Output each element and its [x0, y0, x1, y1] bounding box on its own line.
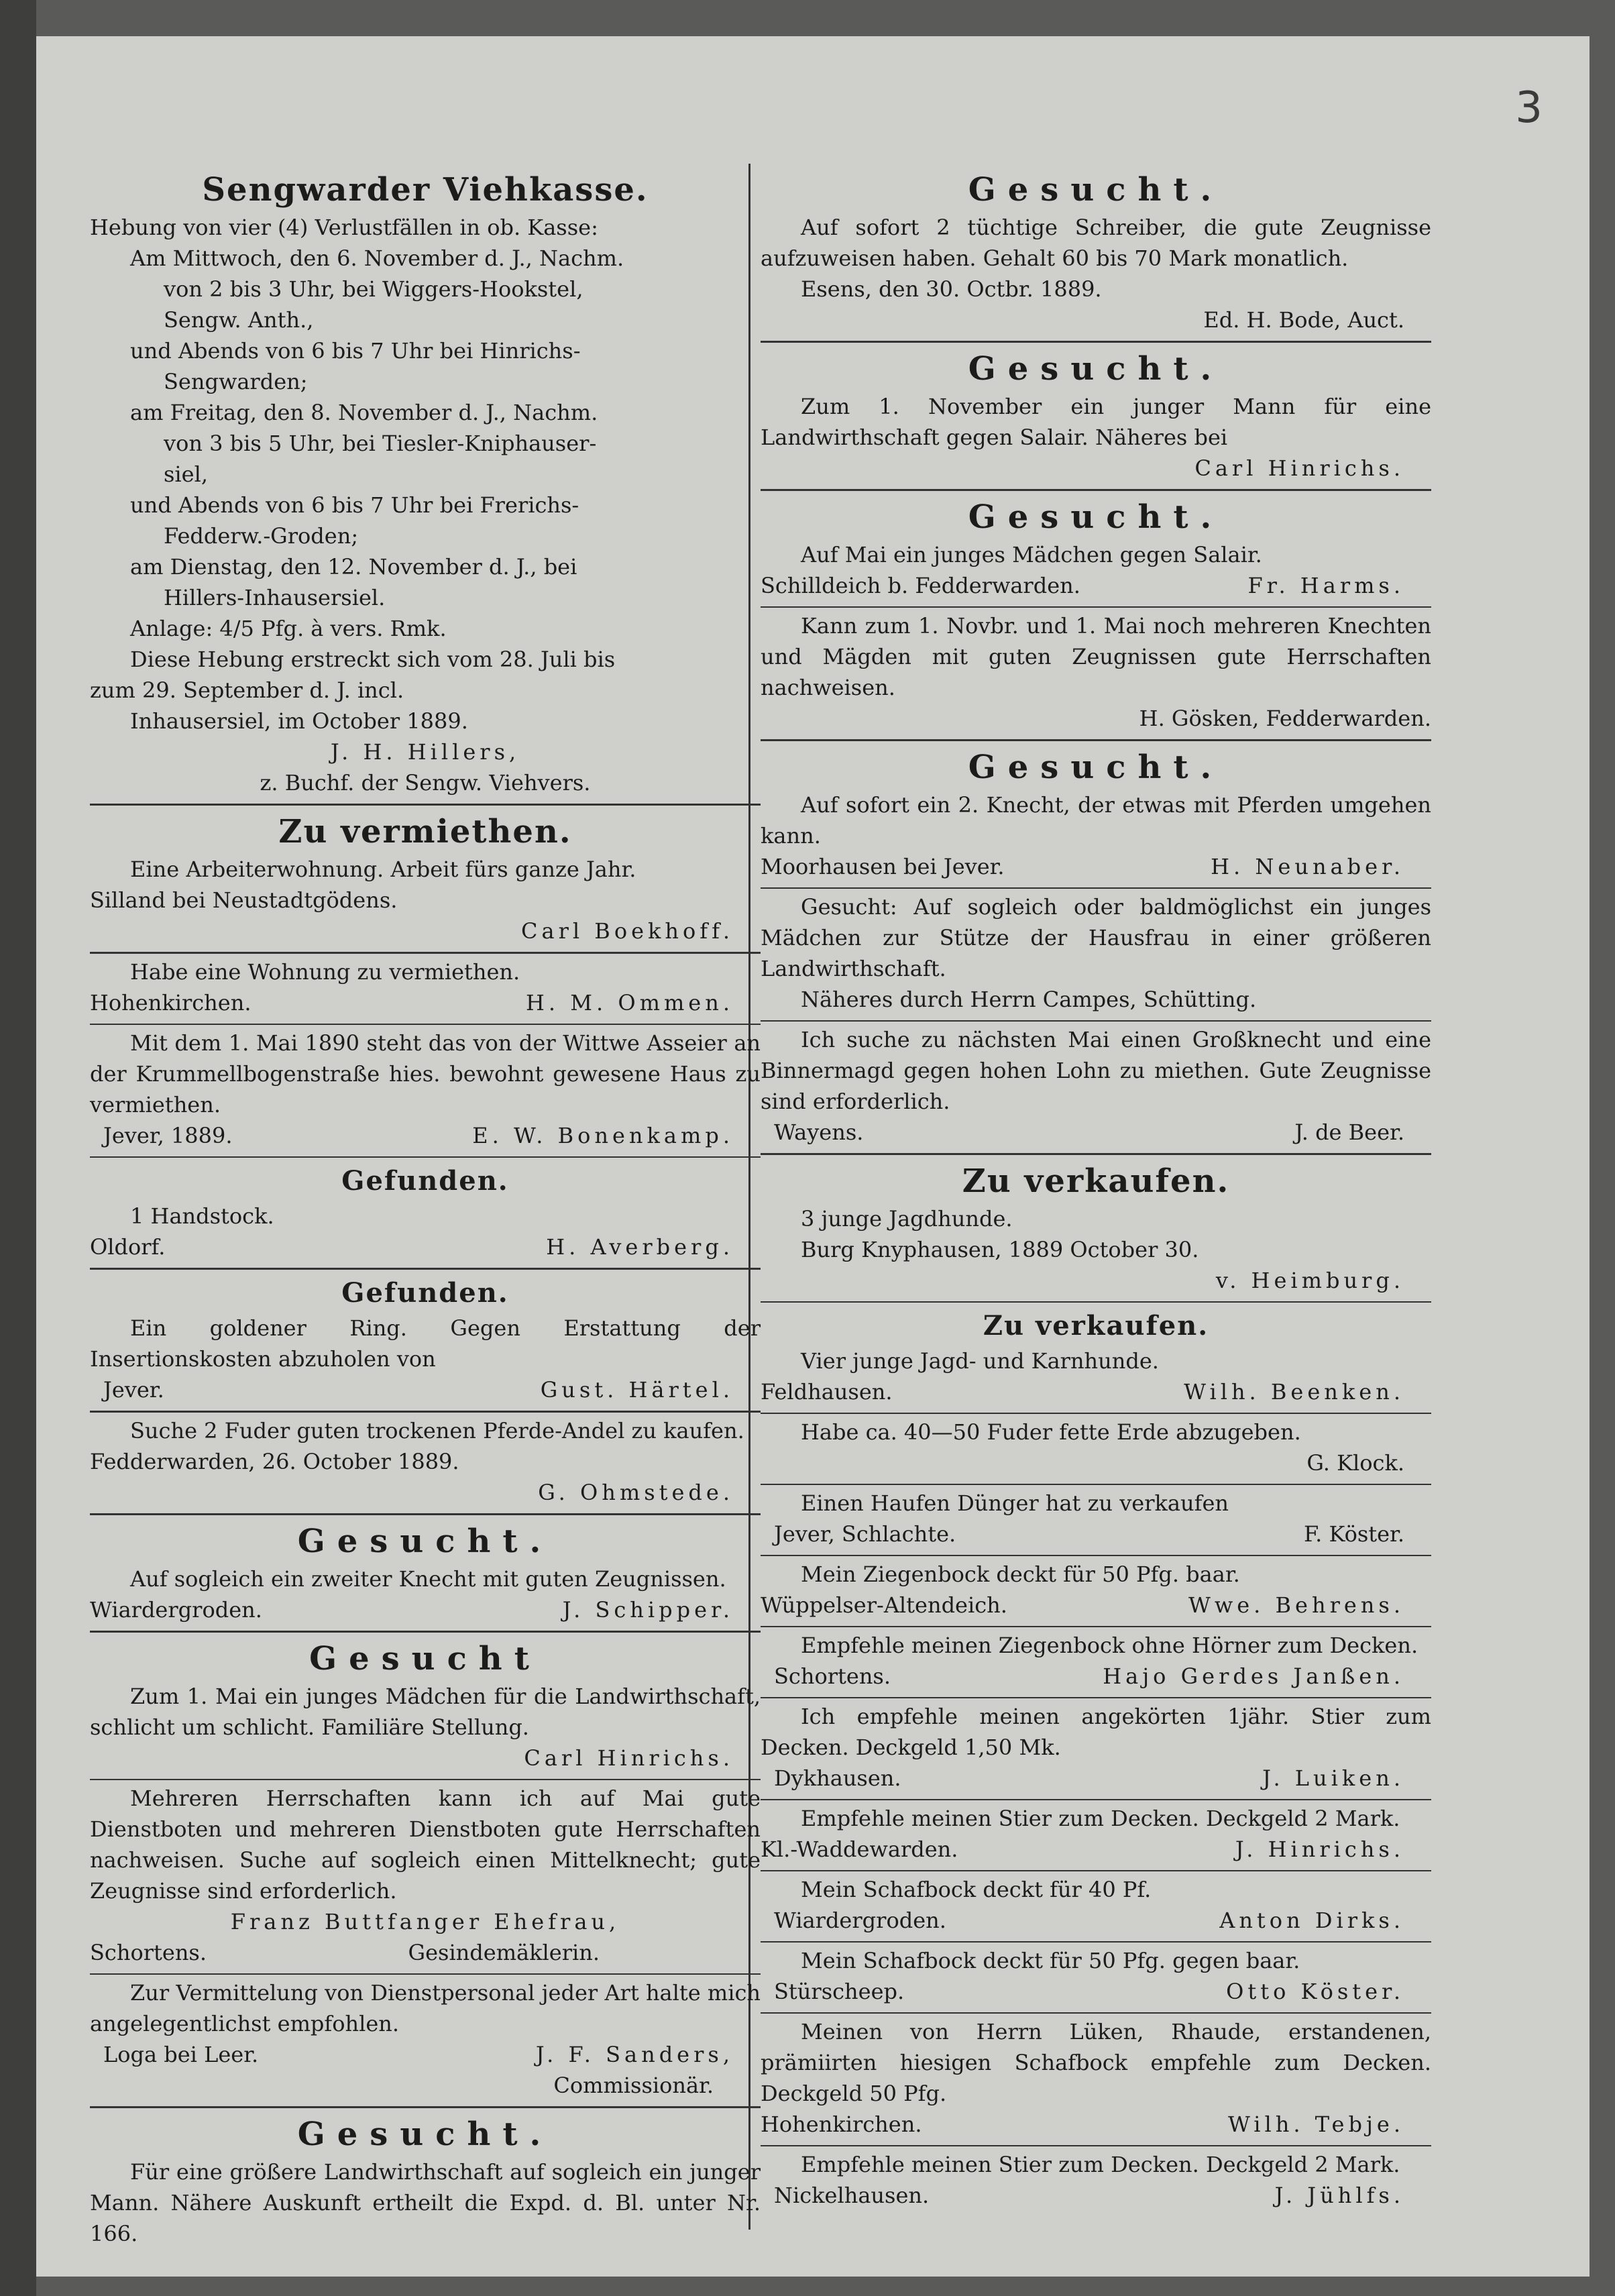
- ad-gesucht-junger-mann: [90, 2108, 761, 2254]
- ad-signature: Carl Hinrichs.: [1194, 455, 1404, 481]
- ad-signature: H. Neunaber.: [1211, 854, 1404, 879]
- ad-text: Zur Vermittelung von Dienstpersonal jeder Art halte mich angelegentlichst empfohlen.: [90, 1980, 761, 2036]
- ad-place: Jever, Schlachte.: [774, 1521, 956, 1547]
- ad-line: Mein Ziegenbock deckt für 50 Pfg. baar.: [801, 1562, 1240, 1587]
- ad-place: Schortens.: [90, 1940, 207, 1965]
- ad-text: Mehreren Herrschaften kann ich auf Mai gute Dienstboten und mehreren Dienstboten gute Herrschaften nachweisen. Suche auf sogleich einen Mittelknecht; gute Zeugnisse sind erforderlich.: [90, 1786, 761, 1904]
- ad-line: Esens, den 30. Octbr. 1889.: [801, 276, 1102, 302]
- ad-text: Auf sofort ein 2. Knecht, der etwas mit Pferden umgehen kann.: [761, 792, 1431, 849]
- book-spine: [0, 0, 36, 2296]
- ad-text: Zum 1. November ein junger Mann für eine Landwirthschaft gegen Salair. Näheres bei: [761, 394, 1431, 450]
- ad-line: Fedderwarden, 26. October 1889.: [90, 1449, 459, 1474]
- ad-line: und Abends von 6 bis 7 Uhr bei Frerichs-: [130, 492, 579, 518]
- ad-title: Gesucht: [309, 1640, 541, 1678]
- ad-title: Gefunden.: [341, 1165, 509, 1197]
- ad-title: Gesucht.: [968, 749, 1224, 786]
- ad-line: Silland bei Neustadtgödens.: [90, 887, 398, 913]
- ad-signature: Wilh. Tebje.: [1227, 2112, 1404, 2137]
- ad-line: Mein Schafbock deckt für 40 Pf.: [801, 1877, 1152, 1902]
- ad-text: Empfehle meinen Stier zum Decken. Deckgeld 2 Mark.: [801, 1806, 1400, 1831]
- ad-text: Zum 1. Mai ein junges Mädchen für die Landwirthschaft, schlicht um schlicht. Familiäre Stellung.: [90, 1684, 761, 1740]
- ad-signature: H. Averberg.: [546, 1234, 734, 1260]
- ad-title: Zu vermiethen.: [278, 813, 572, 851]
- ad-line: zum 29. September d. J. incl.: [90, 677, 404, 703]
- ad-place: Loga bei Leer.: [103, 2042, 259, 2067]
- ad-place: Wüppelser-Altendeich.: [761, 1592, 1007, 1618]
- ad-fette-erde: [761, 1414, 1431, 1485]
- newspaper-page: [36, 36, 1590, 2277]
- ad-haus-vermiethen: [90, 1025, 761, 1158]
- ad-place: Oldorf.: [90, 1234, 166, 1260]
- ad-line: Sengw. Anth.,: [164, 307, 314, 333]
- ad-signature: Hajo Gerdes Janßen.: [1103, 1663, 1404, 1689]
- ad-sengwarder-viehkasse: [90, 164, 761, 806]
- ad-grossknecht: [761, 1022, 1431, 1155]
- ad-signature: Fr. Harms.: [1247, 573, 1404, 598]
- ad-schafbock-40: [761, 1871, 1431, 1943]
- ad-line: Diese Hebung erstreckt sich vom 28. Juli bis: [130, 647, 616, 672]
- ad-pferde-andel: [90, 1413, 761, 1515]
- ad-line: 1 Handstock.: [130, 1203, 274, 1229]
- ad-signature: Anton Dirks.: [1219, 1908, 1404, 1933]
- ad-gesucht-salair: [761, 491, 1431, 608]
- ad-place: Wayens.: [774, 1119, 864, 1145]
- ad-line: Auf Mai ein junges Mädchen gegen Salair.: [801, 542, 1262, 567]
- ad-stuetze-hausfrau: [761, 889, 1431, 1022]
- ad-text: Empfehle meinen Ziegenbock ohne Hörner zum Decken.: [801, 1633, 1418, 1658]
- ad-line: am Dienstag, den 12. November d. J., bei: [130, 554, 577, 580]
- ad-jagdhunde: [761, 1155, 1431, 1303]
- left-column: [90, 164, 761, 2254]
- ad-text: Ein goldener Ring. Gegen Erstattung der Insertionskosten abzuholen von: [90, 1315, 761, 1372]
- ad-place: Wiardergroden.: [774, 1908, 946, 1933]
- ad-text: Meinen von Herrn Lüken, Rhaude, erstandenen, prämiirten hiesigen Schafbock empfehle zum Decken. Deckgeld 50 Pfg.: [761, 2019, 1431, 2106]
- ad-line: am Freitag, den 8. November d. J., Nachm.: [130, 400, 598, 425]
- ad-schafbock-50: [761, 1943, 1431, 2014]
- ad-place: Hohenkirchen.: [761, 2112, 922, 2137]
- ad-signature: Gust. Härtel.: [540, 1377, 734, 1403]
- ad-signature: G. Ohmstede.: [538, 1480, 734, 1505]
- ad-place: Hohenkirchen.: [90, 990, 252, 1016]
- ad-ziegenbock-hoerner: [761, 1627, 1431, 1698]
- ad-line: Hebung von vier (4) Verlustfällen in ob. Kasse:: [90, 215, 598, 240]
- ad-duenger: [761, 1485, 1431, 1556]
- ad-stier-angekoert: [761, 1698, 1431, 1800]
- ad-line: siel,: [164, 461, 208, 487]
- ad-title: Gesucht.: [297, 2116, 553, 2153]
- ad-signature: J. Jühlfs.: [1274, 2183, 1404, 2208]
- ad-gesucht-zweiter-knecht: [761, 741, 1431, 889]
- ad-gesucht-maedchen: [90, 1633, 761, 1780]
- ad-place: Schilldeich b. Fedderwarden.: [761, 573, 1080, 598]
- ad-place: Wiardergroden.: [90, 1597, 262, 1623]
- ad-line: Anlage: 4/5 Pfg. à vers. Rmk.: [130, 616, 447, 641]
- ad-title: Gesucht.: [968, 171, 1224, 209]
- ad-place: Dykhausen.: [774, 1765, 901, 1791]
- ad-line: Inhausersiel, im October 1889.: [130, 708, 468, 734]
- ad-text: Für eine größere Landwirthschaft auf sogleich ein junger Mann. Nähere Auskunft ertheilt die Expd. d. Bl. unter Nr. 166.: [90, 2159, 761, 2246]
- ad-place: Schortens.: [774, 1663, 891, 1689]
- ad-line: von 2 bis 3 Uhr, bei Wiggers-Hookstel,: [164, 276, 583, 302]
- ad-line: Am Mittwoch, den 6. November d. J., Nachm.: [130, 245, 624, 271]
- ad-knechte-maegde: [761, 608, 1431, 741]
- ad-signature: Carl Boekhoff.: [521, 918, 734, 944]
- ad-text: Ich suche zu nächsten Mai einen Großknecht und eine Binnermagd gegen hohen Lohn zu miethen. Gute Zeugnisse sind erforderlich.: [761, 1027, 1431, 1114]
- ad-zu-vermiethen: [90, 806, 761, 954]
- ad-text: Gesucht: Auf sogleich oder baldmöglichst ein junges Mädchen zur Stütze der Hausfrau in einer größeren Landwirthschaft.: [761, 894, 1431, 981]
- ad-line: Einen Haufen Dünger hat zu verkaufen: [801, 1490, 1229, 1516]
- ad-line: Habe ca. 40—50 Fuder fette Erde abzugeben.: [801, 1419, 1301, 1445]
- ad-place: Stürscheep.: [774, 1979, 905, 2004]
- ad-signature: Carl Hinrichs.: [524, 1745, 734, 1771]
- ad-place: Jever, 1889.: [103, 1123, 233, 1148]
- ad-text: Auf sofort 2 tüchtige Schreiber, die gute Zeugnisse aufzuweisen haben. Gehalt 60 bis 70 Mark monatlich.: [761, 215, 1431, 271]
- ad-line: Näheres durch Herrn Campes, Schütting.: [801, 987, 1257, 1012]
- ad-text: Auf sogleich ein zweiter Knecht mit guten Zeugnissen.: [130, 1566, 726, 1592]
- ad-line: 3 junge Jagdhunde.: [801, 1206, 1013, 1232]
- ad-stier-waddewarden: [761, 1800, 1431, 1871]
- ad-title: Gefunden.: [341, 1277, 509, 1309]
- ad-text: Kann zum 1. Novbr. und 1. Mai noch mehreren Knechten und Mägden mit guten Zeugnissen gute Herrschaften nachweisen.: [761, 613, 1431, 700]
- ad-ziegenbock-baar: [761, 1556, 1431, 1627]
- ad-line: Eine Arbeiterwohnung. Arbeit fürs ganze Jahr.: [130, 857, 636, 882]
- ad-signature: J. Hinrichs.: [1235, 1837, 1404, 1862]
- ad-signature: F. Köster.: [1303, 1521, 1404, 1547]
- ad-signature: H. M. Ommen.: [526, 990, 734, 1016]
- ad-signature: J. Luiken.: [1262, 1765, 1404, 1791]
- ad-signature: J. F. Sanders,: [535, 2042, 734, 2067]
- ad-place: Feldhausen.: [761, 1379, 893, 1405]
- ad-gefunden-ring: [90, 1270, 761, 1413]
- ad-place: Jever.: [103, 1377, 164, 1403]
- ad-signature: J. Schipper.: [562, 1597, 734, 1623]
- ad-text: Suche 2 Fuder guten trockenen Pferde-Andel zu kaufen.: [130, 1418, 744, 1443]
- ad-gesucht-knecht: [90, 1515, 761, 1633]
- page-number: 3: [1515, 83, 1543, 133]
- ad-place: Kl.-Waddewarden.: [761, 1837, 958, 1862]
- ad-line: Fedderw.-Groden;: [164, 523, 359, 549]
- ad-title: Gesucht.: [968, 498, 1224, 536]
- ad-line: Habe eine Wohnung zu vermiethen.: [130, 959, 520, 985]
- ad-text: Ich empfehle meinen angekörten 1jähr. Stier zum Decken. Deckgeld 1,50 Mk.: [761, 1704, 1431, 1760]
- right-column: [761, 164, 1431, 2216]
- ad-line: Burg Knyphausen, 1889 October 30.: [801, 1237, 1199, 1262]
- ad-signature: z. Buchf. der Sengw. Viehvers.: [260, 770, 591, 796]
- ad-signature: Commissionär.: [553, 2073, 714, 2098]
- ad-title: Sengwarder Viehkasse.: [202, 171, 649, 209]
- ad-signature: G. Klock.: [1306, 1450, 1404, 1476]
- ad-gesucht-landwirthschaft: [761, 343, 1431, 491]
- ad-schafbock-praemiirt: [761, 2014, 1431, 2146]
- ad-title: Zu verkaufen.: [962, 1162, 1230, 1200]
- ad-signature: E. W. Bonenkamp.: [472, 1123, 734, 1148]
- ad-signature: Otto Köster.: [1226, 1979, 1404, 2004]
- ad-signature: J. de Beer.: [1294, 1119, 1404, 1145]
- ad-signature: Gesindemäklerin.: [408, 1940, 600, 1965]
- ad-signature: Franz Buttfanger Ehefrau,: [230, 1909, 620, 1934]
- ad-signature: Wwe. Behrens.: [1188, 1592, 1404, 1618]
- ad-place: Nickelhausen.: [774, 2183, 930, 2208]
- ad-line: Hillers-Inhausersiel.: [164, 585, 386, 610]
- ad-signature: Ed. H. Bode, Auct.: [1203, 307, 1404, 333]
- ad-signature: J. H. Hillers,: [330, 739, 520, 765]
- ad-wohnung: [90, 954, 761, 1025]
- ad-stier-nickelhausen: [761, 2146, 1431, 2216]
- ad-place: Moorhausen bei Jever.: [761, 854, 1005, 879]
- ad-line: Sengwarden;: [164, 369, 308, 394]
- ad-title: Gesucht.: [297, 1523, 553, 1560]
- ad-signature: H. Gösken, Fedderwarden.: [1139, 706, 1431, 731]
- ad-karnhunde: [761, 1303, 1431, 1414]
- ad-title: Zu verkaufen.: [983, 1310, 1209, 1342]
- ad-gesucht-schreiber: [761, 164, 1431, 343]
- ad-text: Mit dem 1. Mai 1890 steht das von der Wittwe Asseier an der Krummellbogenstraße hies. bewohnt gewesene Haus zu vermiethen.: [90, 1030, 761, 1117]
- ad-line: von 3 bis 5 Uhr, bei Tiesler-Kniphauser-: [164, 431, 597, 456]
- ad-signature: Wilh. Beenken.: [1184, 1379, 1404, 1405]
- ad-signature: v. Heimburg.: [1215, 1268, 1404, 1293]
- ad-line: Vier junge Jagd- und Karnhunde.: [801, 1348, 1159, 1374]
- ad-herrschaften: [90, 1780, 761, 1975]
- ad-dienstpersonal: [90, 1975, 761, 2108]
- ad-line: Mein Schafbock deckt für 50 Pfg. gegen baar.: [801, 1948, 1300, 1973]
- ad-text: Empfehle meinen Stier zum Decken. Deckgeld 2 Mark.: [801, 2152, 1400, 2177]
- ad-line: und Abends von 6 bis 7 Uhr bei Hinrichs-: [130, 338, 581, 364]
- ad-gefunden-handstock: [90, 1158, 761, 1270]
- ad-title: Gesucht.: [968, 350, 1224, 388]
